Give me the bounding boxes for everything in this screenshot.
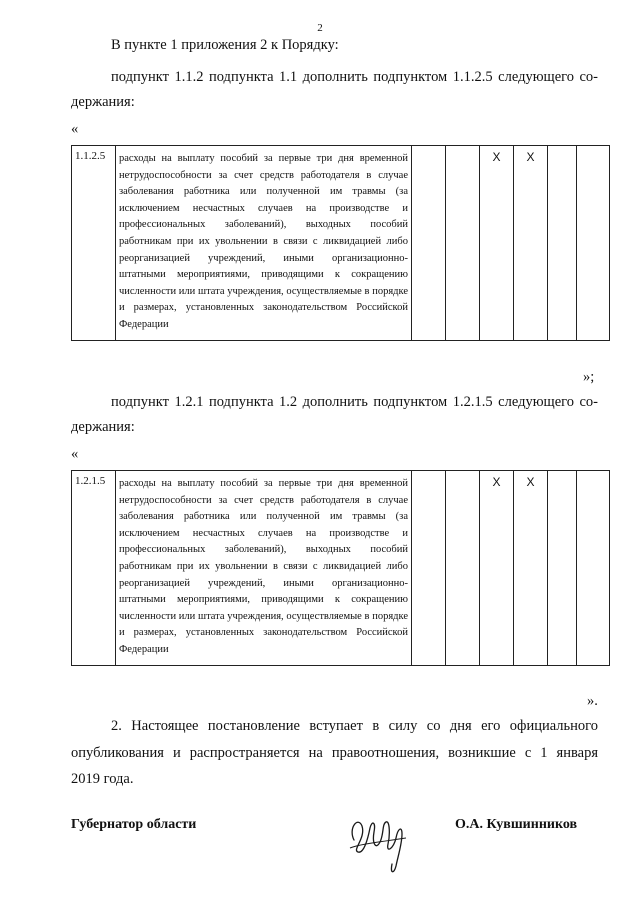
signature-icon bbox=[340, 798, 420, 878]
intro-paragraph: В пункте 1 приложения 2 к Порядку: bbox=[111, 37, 339, 53]
clause2-line1: 2. Настоящее постановление вступает в силу со дня его официального bbox=[111, 718, 598, 734]
mark-cell: X bbox=[480, 146, 514, 341]
block1-open-quote: « bbox=[71, 121, 79, 137]
row-code: 1.1.2.5 bbox=[72, 146, 116, 341]
mark-cell bbox=[548, 471, 577, 666]
mark-cell: X bbox=[514, 471, 548, 666]
block1-lead-line1: подпункт 1.1.2 подпункта 1.1 дополнить подпунктом 1.1.2.5 следующего со- bbox=[111, 69, 598, 85]
handwritten-signature bbox=[340, 798, 420, 883]
mark-cell bbox=[577, 471, 610, 666]
block2-close-quote: ». bbox=[587, 693, 598, 709]
row-description: расходы на выплату пособий за первые три дня временной нетрудоспособности за счет средств работодателя в случае заболевания работника или полученной им травмы (за исключением несчастных случаев на производстве и профессиональных заболеваний), выходных пособий работникам при их увольнении в связи с ликвидацией либо реорганизацией учреждений, иными организационно-штатными мероприятиями, приводящими к сокращению численности или штата учреждения, осуществляемые в порядке и размерах, установленных законодательством Российской Федерации bbox=[116, 146, 412, 341]
clause2-line3: 2019 года. bbox=[71, 771, 134, 787]
mark-cell: X bbox=[514, 146, 548, 341]
mark-cell bbox=[446, 471, 480, 666]
signer-name: О.А. Кувшинников bbox=[455, 817, 578, 832]
block1-close-quote: »; bbox=[583, 369, 595, 385]
mark-cell bbox=[446, 146, 480, 341]
block1-lead-line2: держания: bbox=[71, 94, 135, 110]
block2-lead-line1: подпункт 1.2.1 подпункта 1.2 дополнить подпунктом 1.2.1.5 следующего со- bbox=[111, 394, 598, 410]
row-description: расходы на выплату пособий за первые три дня временной нетрудоспособности за счет средств работодателя в случае заболевания работника или полученной им травмы (за исключением несчастных случаев на производстве и профессиональных заболеваний), выходных пособий работникам при их увольнении в связи с ликвидацией либо реорганизацией учреждений, иными организационно-штатными мероприятиями, приводящими к сокращению численности или штата учреждения, осуществляемые в порядке и размерах, установленных законодательством Российской Федерации bbox=[116, 471, 412, 666]
mark-cell bbox=[548, 146, 577, 341]
table-row bbox=[72, 471, 610, 666]
signer-position: Губернатор области bbox=[71, 817, 197, 832]
mark-cell bbox=[577, 146, 610, 341]
block1-table bbox=[71, 145, 610, 341]
row-code: 1.2.1.5 bbox=[72, 471, 116, 666]
mark-cell bbox=[412, 146, 446, 341]
block2-open-quote: « bbox=[71, 446, 79, 462]
page-number: 2 bbox=[317, 22, 323, 34]
clause2-line2: опубликования и распространяется на правоотношения, возникшие с 1 января bbox=[71, 745, 598, 761]
block2-lead-line2: держания: bbox=[71, 419, 135, 435]
block2-table bbox=[71, 470, 610, 666]
mark-cell: X bbox=[480, 471, 514, 666]
table-row bbox=[72, 146, 610, 341]
mark-cell bbox=[412, 471, 446, 666]
